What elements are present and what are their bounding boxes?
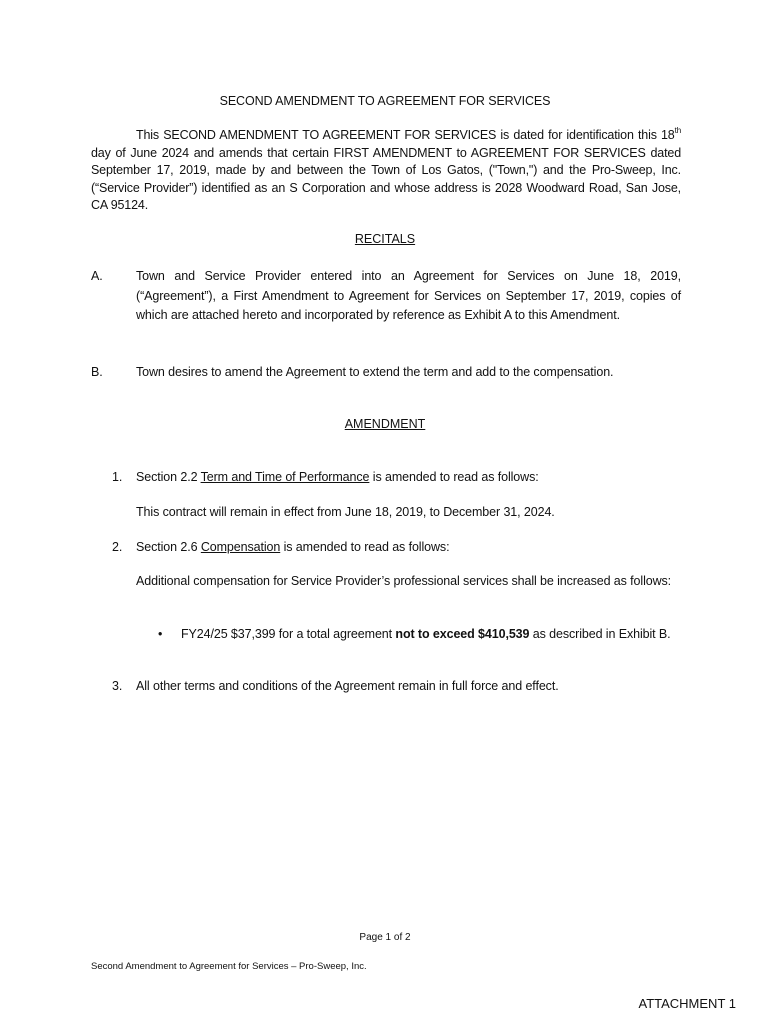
bullet-text-before: FY24/25 $37,399 for a total agreement (181, 627, 396, 641)
intro-text-part2: day of June 2024 and amends that certain FIRST AMENDMENT to AGREEMENT FOR SERVICES dated September 17, 2019, made by and between the Town of Los Gatos, ("Town,") and the Pro-Sweep, Inc. (“Service Provider”) identified as an S Corporation and whose address is 2028 Woodward Road, San Jose, CA 95124. (91, 145, 681, 212)
attachment-label: ATTACHMENT 1 (638, 996, 736, 1011)
item-text (136, 538, 681, 556)
bullet-text (181, 625, 681, 643)
recital-text: Town desires to amend the Agreement to extend the term and add to the compensation. (136, 365, 614, 379)
recital-a (91, 267, 681, 326)
item-underlined-term: Compensation (200, 540, 281, 554)
item-text: All other terms and conditions of the Agreement remain in full force and effect. (136, 679, 559, 693)
page-footer: Second Amendment to Agreement for Services – Pro-Sweep, Inc. (91, 961, 367, 972)
recital-text: Town and Service Provider entered into an Agreement for Services on June 18, 2019, (“Agreement”), a First Amendment to Agreement for Services on September 17, 2019, copies of which are attached hereto and incorporated by reference as Exhibit A to this Amendment. (136, 269, 681, 322)
bullet-icon: • (158, 627, 163, 641)
amendment-item-2 (112, 538, 681, 556)
item-prefix: Section 2.2 (136, 470, 201, 484)
recital-b (91, 363, 681, 383)
item-1-detail: This contract will remain in effect from June 18, 2019, to December 31, 2024. (136, 505, 555, 519)
item-suffix: is amended to read as follows: (369, 470, 539, 484)
recitals-heading: RECITALS (354, 232, 416, 246)
bullet-bold-amount: not to exceed $410,539 (395, 627, 530, 641)
recital-letter: A. (91, 269, 103, 283)
item-prefix: Section 2.6 (136, 540, 201, 554)
item-number: 2. (112, 540, 123, 554)
item-2-detail: Additional compensation for Service Provider’s professional services shall be increased as follows: (136, 574, 672, 588)
compensation-bullet (158, 625, 681, 643)
intro-superscript: th (674, 125, 681, 135)
intro-paragraph (91, 127, 681, 215)
item-underlined-term: Term and Time of Performance (200, 470, 370, 484)
page-number: Page 1 of 2 (359, 932, 411, 943)
amendment-item-1 (112, 468, 681, 486)
item-suffix: is amended to read as follows: (280, 540, 450, 554)
document-title: SECOND AMENDMENT TO AGREEMENT FOR SERVICES (219, 94, 551, 108)
item-number: 3. (112, 679, 123, 693)
recital-letter: B. (91, 365, 103, 379)
item-number: 1. (112, 470, 123, 484)
bullet-text-after: as described in Exhibit B. (529, 627, 671, 641)
intro-text-part1: This SECOND AMENDMENT TO AGREEMENT FOR SERVICES is dated for identification this 18 (136, 128, 675, 142)
amendment-item-3 (112, 677, 681, 695)
amendment-heading: AMENDMENT (344, 417, 426, 431)
item-text (136, 468, 681, 486)
